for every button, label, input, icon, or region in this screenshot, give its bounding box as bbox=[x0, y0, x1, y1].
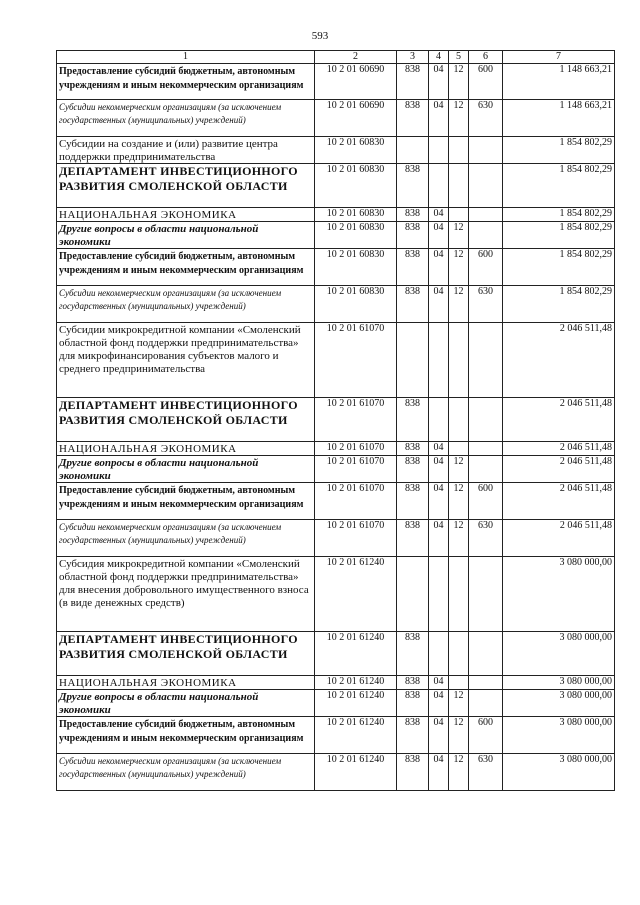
ministry-cell: 838 bbox=[397, 222, 429, 249]
amount-cell: 3 080 000,00 bbox=[503, 690, 615, 717]
amount-cell: 2 046 511,48 bbox=[503, 442, 615, 456]
type-cell: 630 bbox=[469, 100, 503, 137]
row-label: Субсидия микрокредитной компании «Смоленский областной фонд поддержки предпринимательства» для внесения добровольного имущественного взноса (в виде денежных средств) bbox=[59, 558, 309, 609]
table-row bbox=[57, 557, 615, 632]
code-cell: 10 2 01 61240 bbox=[315, 717, 397, 754]
code-cell: 10 2 01 61070 bbox=[315, 483, 397, 520]
amount-cell: 3 080 000,00 bbox=[503, 754, 615, 791]
code-cell: 10 2 01 61240 bbox=[315, 690, 397, 717]
page-number: 593 bbox=[311, 30, 329, 42]
table-row bbox=[57, 717, 615, 754]
type-cell bbox=[469, 557, 503, 632]
name-cell bbox=[57, 690, 315, 717]
subsection-cell: 12 bbox=[449, 249, 469, 286]
row-label: НАЦИОНАЛЬНАЯ ЭКОНОМИКА bbox=[59, 209, 237, 221]
ministry-cell: 838 bbox=[397, 249, 429, 286]
row-label: НАЦИОНАЛЬНАЯ ЭКОНОМИКА bbox=[59, 677, 237, 689]
ministry-cell: 838 bbox=[397, 398, 429, 442]
ministry-cell: 838 bbox=[397, 676, 429, 690]
table-row bbox=[57, 520, 615, 557]
section-cell bbox=[429, 137, 449, 164]
subsection-cell bbox=[449, 323, 469, 398]
row-label: Субсидии некоммерческим организациям (за исключением государственных (муниципальных) учреждений) bbox=[59, 288, 282, 311]
ministry-cell: 838 bbox=[397, 690, 429, 717]
section-cell bbox=[429, 632, 449, 676]
table-header-row bbox=[57, 51, 615, 64]
row-label: Предоставление субсидий бюджетным, автономным учреждениям и иным некоммерческим организациям bbox=[59, 719, 304, 744]
code-cell: 10 2 01 60830 bbox=[315, 222, 397, 249]
subsection-cell: 12 bbox=[449, 520, 469, 557]
column-header-subsection: 5 bbox=[449, 51, 469, 64]
row-label: Предоставление субсидий бюджетным, автономным учреждениям и иным некоммерческим организациям bbox=[59, 251, 304, 276]
amount-cell: 1 854 802,29 bbox=[503, 286, 615, 323]
subsection-cell: 12 bbox=[449, 754, 469, 791]
subsection-cell bbox=[449, 164, 469, 208]
code-cell: 10 2 01 61240 bbox=[315, 632, 397, 676]
name-cell bbox=[57, 456, 315, 483]
table-row bbox=[57, 456, 615, 483]
code-cell: 10 2 01 60830 bbox=[315, 164, 397, 208]
code-cell: 10 2 01 61070 bbox=[315, 442, 397, 456]
type-cell bbox=[469, 442, 503, 456]
amount-cell: 1 854 802,29 bbox=[503, 164, 615, 208]
table-row bbox=[57, 222, 615, 249]
name-cell bbox=[57, 164, 315, 208]
section-cell bbox=[429, 164, 449, 208]
type-cell: 600 bbox=[469, 249, 503, 286]
code-cell: 10 2 01 60690 bbox=[315, 64, 397, 100]
amount-cell: 3 080 000,00 bbox=[503, 676, 615, 690]
ministry-cell bbox=[397, 137, 429, 164]
ministry-cell: 838 bbox=[397, 483, 429, 520]
ministry-cell: 838 bbox=[397, 164, 429, 208]
table-row bbox=[57, 100, 615, 137]
type-cell: 630 bbox=[469, 520, 503, 557]
table-row bbox=[57, 676, 615, 690]
table-row bbox=[57, 483, 615, 520]
table-row bbox=[57, 398, 615, 442]
row-label: ДЕПАРТАМЕНТ ИНВЕСТИЦИОННОГО РАЗВИТИЯ СМОЛЕНСКОЙ ОБЛАСТИ bbox=[59, 398, 298, 427]
ministry-cell bbox=[397, 323, 429, 398]
name-cell bbox=[57, 137, 315, 164]
table-row bbox=[57, 632, 615, 676]
row-label: Другие вопросы в области национальной экономики bbox=[59, 223, 259, 248]
column-header-name: 1 bbox=[57, 51, 315, 64]
section-cell: 04 bbox=[429, 690, 449, 717]
amount-cell: 2 046 511,48 bbox=[503, 323, 615, 398]
amount-cell: 3 080 000,00 bbox=[503, 632, 615, 676]
row-label: Другие вопросы в области национальной экономики bbox=[59, 457, 259, 482]
subsection-cell bbox=[449, 398, 469, 442]
amount-cell: 3 080 000,00 bbox=[503, 557, 615, 632]
budget-table bbox=[56, 50, 615, 791]
type-cell: 600 bbox=[469, 717, 503, 754]
section-cell: 04 bbox=[429, 483, 449, 520]
type-cell: 600 bbox=[469, 483, 503, 520]
row-label: Субсидии некоммерческим организациям (за исключением государственных (муниципальных) учреждений) bbox=[59, 102, 282, 125]
row-label: НАЦИОНАЛЬНАЯ ЭКОНОМИКА bbox=[59, 443, 237, 455]
name-cell bbox=[57, 717, 315, 754]
ministry-cell: 838 bbox=[397, 520, 429, 557]
column-header-amount: 7 bbox=[503, 51, 615, 64]
subsection-cell: 12 bbox=[449, 64, 469, 100]
section-cell: 04 bbox=[429, 208, 449, 222]
ministry-cell: 838 bbox=[397, 456, 429, 483]
type-cell: 600 bbox=[469, 64, 503, 100]
subsection-cell: 12 bbox=[449, 456, 469, 483]
amount-cell: 1 854 802,29 bbox=[503, 249, 615, 286]
section-cell: 04 bbox=[429, 717, 449, 754]
amount-cell: 2 046 511,48 bbox=[503, 456, 615, 483]
code-cell: 10 2 01 60690 bbox=[315, 100, 397, 137]
code-cell: 10 2 01 61240 bbox=[315, 754, 397, 791]
name-cell bbox=[57, 632, 315, 676]
amount-cell: 1 854 802,29 bbox=[503, 208, 615, 222]
name-cell bbox=[57, 323, 315, 398]
code-cell: 10 2 01 60830 bbox=[315, 286, 397, 323]
name-cell bbox=[57, 398, 315, 442]
table-row bbox=[57, 249, 615, 286]
row-label: ДЕПАРТАМЕНТ ИНВЕСТИЦИОННОГО РАЗВИТИЯ СМОЛЕНСКОЙ ОБЛАСТИ bbox=[59, 632, 298, 661]
name-cell bbox=[57, 64, 315, 100]
ministry-cell: 838 bbox=[397, 208, 429, 222]
table-row bbox=[57, 323, 615, 398]
table-row bbox=[57, 754, 615, 791]
subsection-cell bbox=[449, 208, 469, 222]
type-cell bbox=[469, 690, 503, 717]
subsection-cell bbox=[449, 442, 469, 456]
type-cell bbox=[469, 164, 503, 208]
subsection-cell bbox=[449, 632, 469, 676]
section-cell: 04 bbox=[429, 222, 449, 249]
name-cell bbox=[57, 557, 315, 632]
ministry-cell: 838 bbox=[397, 100, 429, 137]
column-header-code: 2 bbox=[315, 51, 397, 64]
section-cell bbox=[429, 557, 449, 632]
section-cell: 04 bbox=[429, 100, 449, 137]
name-cell bbox=[57, 286, 315, 323]
table-row bbox=[57, 64, 615, 100]
subsection-cell: 12 bbox=[449, 286, 469, 323]
amount-cell: 2 046 511,48 bbox=[503, 483, 615, 520]
type-cell: 630 bbox=[469, 754, 503, 791]
ministry-cell bbox=[397, 557, 429, 632]
row-label: Субсидии микрокредитной компании «Смоленский областной фонд поддержки предпринимательства» для микрофинансирования субъектов малого и среднего предпринимательства bbox=[59, 324, 301, 375]
section-cell: 04 bbox=[429, 64, 449, 100]
section-cell: 04 bbox=[429, 456, 449, 483]
name-cell bbox=[57, 208, 315, 222]
row-label: ДЕПАРТАМЕНТ ИНВЕСТИЦИОННОГО РАЗВИТИЯ СМОЛЕНСКОЙ ОБЛАСТИ bbox=[59, 164, 298, 193]
section-cell: 04 bbox=[429, 520, 449, 557]
subsection-cell: 12 bbox=[449, 483, 469, 520]
code-cell: 10 2 01 61240 bbox=[315, 557, 397, 632]
subsection-cell bbox=[449, 557, 469, 632]
ministry-cell: 838 bbox=[397, 754, 429, 791]
row-label: Предоставление субсидий бюджетным, автономным учреждениям и иным некоммерческим организациям bbox=[59, 485, 304, 510]
amount-cell: 1 854 802,29 bbox=[503, 137, 615, 164]
code-cell: 10 2 01 61070 bbox=[315, 398, 397, 442]
type-cell bbox=[469, 137, 503, 164]
section-cell: 04 bbox=[429, 286, 449, 323]
code-cell: 10 2 01 61240 bbox=[315, 676, 397, 690]
amount-cell: 1 854 802,29 bbox=[503, 222, 615, 249]
column-header-ministry: 3 bbox=[397, 51, 429, 64]
code-cell: 10 2 01 61070 bbox=[315, 456, 397, 483]
table-row bbox=[57, 690, 615, 717]
ministry-cell: 838 bbox=[397, 632, 429, 676]
type-cell bbox=[469, 456, 503, 483]
name-cell bbox=[57, 442, 315, 456]
amount-cell: 3 080 000,00 bbox=[503, 717, 615, 754]
row-label: Предоставление субсидий бюджетным, автономным учреждениям и иным некоммерческим организациям bbox=[59, 66, 304, 91]
subsection-cell: 12 bbox=[449, 717, 469, 754]
name-cell bbox=[57, 676, 315, 690]
name-cell bbox=[57, 222, 315, 249]
table-row bbox=[57, 208, 615, 222]
name-cell bbox=[57, 100, 315, 137]
section-cell: 04 bbox=[429, 754, 449, 791]
amount-cell: 2 046 511,48 bbox=[503, 520, 615, 557]
subsection-cell bbox=[449, 137, 469, 164]
name-cell bbox=[57, 754, 315, 791]
name-cell bbox=[57, 520, 315, 557]
row-label: Субсидии на создание и (или) развитие центра поддержки предпринимательства bbox=[59, 138, 278, 163]
type-cell bbox=[469, 676, 503, 690]
ministry-cell: 838 bbox=[397, 286, 429, 323]
table-body bbox=[57, 64, 615, 791]
code-cell: 10 2 01 60830 bbox=[315, 208, 397, 222]
type-cell: 630 bbox=[469, 286, 503, 323]
type-cell bbox=[469, 632, 503, 676]
row-label: Субсидии некоммерческим организациям (за исключением государственных (муниципальных) учреждений) bbox=[59, 756, 282, 779]
table-row bbox=[57, 286, 615, 323]
section-cell: 04 bbox=[429, 676, 449, 690]
section-cell: 04 bbox=[429, 442, 449, 456]
subsection-cell: 12 bbox=[449, 222, 469, 249]
code-cell: 10 2 01 61070 bbox=[315, 520, 397, 557]
section-cell bbox=[429, 323, 449, 398]
ministry-cell: 838 bbox=[397, 64, 429, 100]
column-header-section: 4 bbox=[429, 51, 449, 64]
ministry-cell: 838 bbox=[397, 442, 429, 456]
type-cell bbox=[469, 398, 503, 442]
code-cell: 10 2 01 61070 bbox=[315, 323, 397, 398]
amount-cell: 2 046 511,48 bbox=[503, 398, 615, 442]
row-label: Другие вопросы в области национальной экономики bbox=[59, 691, 259, 716]
table-row bbox=[57, 137, 615, 164]
type-cell bbox=[469, 323, 503, 398]
name-cell bbox=[57, 483, 315, 520]
table-row bbox=[57, 442, 615, 456]
subsection-cell: 12 bbox=[449, 690, 469, 717]
subsection-cell: 12 bbox=[449, 100, 469, 137]
column-header-type: 6 bbox=[469, 51, 503, 64]
name-cell bbox=[57, 249, 315, 286]
table-row bbox=[57, 164, 615, 208]
ministry-cell: 838 bbox=[397, 717, 429, 754]
section-cell: 04 bbox=[429, 249, 449, 286]
subsection-cell bbox=[449, 676, 469, 690]
amount-cell: 1 148 663,21 bbox=[503, 100, 615, 137]
section-cell bbox=[429, 398, 449, 442]
row-label: Субсидии некоммерческим организациям (за исключением государственных (муниципальных) учреждений) bbox=[59, 522, 282, 545]
code-cell: 10 2 01 60830 bbox=[315, 249, 397, 286]
amount-cell: 1 148 663,21 bbox=[503, 64, 615, 100]
type-cell bbox=[469, 222, 503, 249]
code-cell: 10 2 01 60830 bbox=[315, 137, 397, 164]
type-cell bbox=[469, 208, 503, 222]
